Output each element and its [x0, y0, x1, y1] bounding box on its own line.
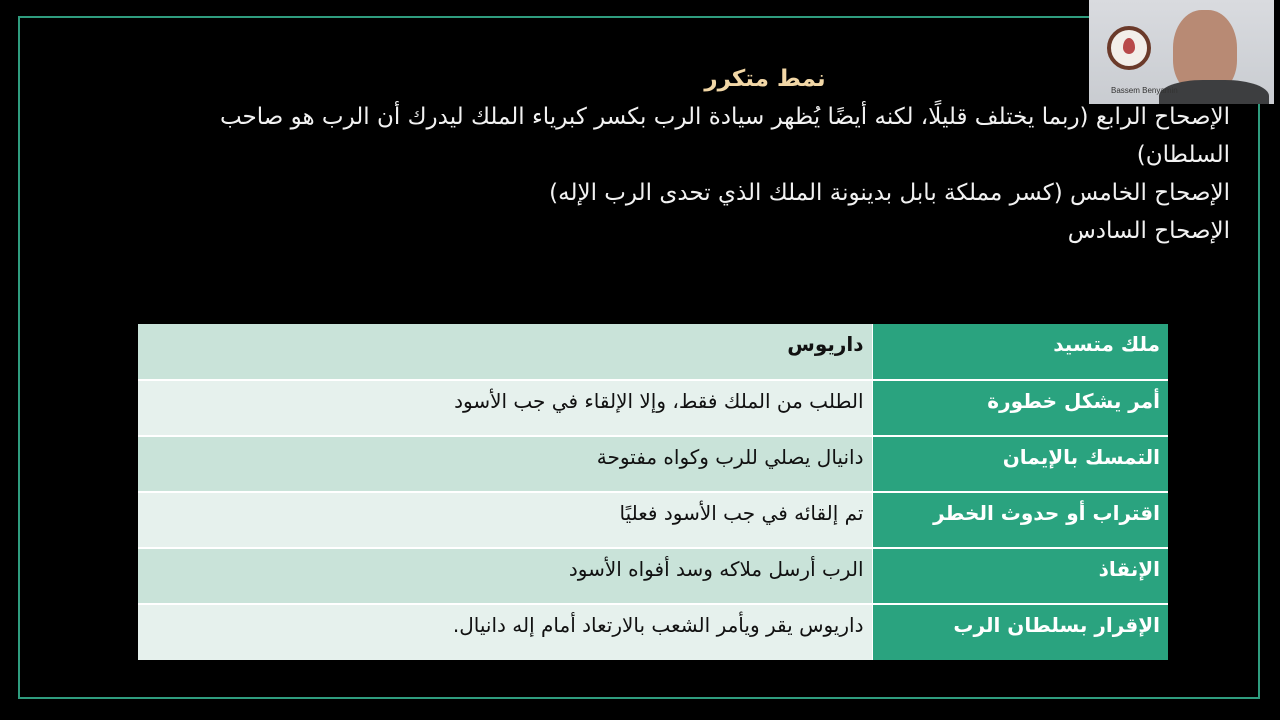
- table-row: [138, 436, 1168, 492]
- row-label: الإقرار بسلطان الرب: [872, 604, 1168, 660]
- slide-line-3: الإصحاح السادس: [1067, 218, 1230, 244]
- row-value: الرب أرسل ملاكه وسد أفواه الأسود: [138, 548, 872, 604]
- slide-line-2: الإصحاح الخامس (كسر مملكة بابل بدينونة الملك الذي تحدى الرب الإله): [549, 180, 1230, 206]
- table-row: [138, 492, 1168, 548]
- row-label: التمسك بالإيمان: [872, 436, 1168, 492]
- table-row: [138, 604, 1168, 660]
- table-row: [138, 548, 1168, 604]
- row-value: داريوس يقر ويأمر الشعب بالارتعاد أمام إله دانيال.: [138, 604, 872, 660]
- slide-text-block: [130, 60, 1230, 250]
- row-label: الإنقاذ: [872, 548, 1168, 604]
- table-row: [138, 324, 1168, 380]
- row-label: أمر يشكل خطورة: [872, 380, 1168, 436]
- participant-name: Bassem Benyamin: [1111, 86, 1178, 95]
- webcam-video-tile[interactable]: [1089, 0, 1274, 104]
- row-value: تم إلقائه في جب الأسود فعليًا: [138, 492, 872, 548]
- slide-title: نمط متكرر: [704, 66, 826, 92]
- row-value: داريوس: [138, 324, 872, 380]
- row-label: اقتراب أو حدوث الخطر: [872, 492, 1168, 548]
- row-value: دانيال يصلي للرب وكواه مفتوحة: [138, 436, 872, 492]
- slide-line-1: الإصحاح الرابع (ربما يختلف قليلًا، لكنه أيضًا يُظهر سيادة الرب بكسر كبرياء الملك ليدرك أن الرب هو صاحب السلطان): [219, 104, 1230, 168]
- pattern-table: [138, 324, 1168, 660]
- church-logo-icon: [1107, 26, 1151, 70]
- row-label: ملك متسيد: [872, 324, 1168, 380]
- row-value: الطلب من الملك فقط، وإلا الإلقاء في جب الأسود: [138, 380, 872, 436]
- table-row: [138, 380, 1168, 436]
